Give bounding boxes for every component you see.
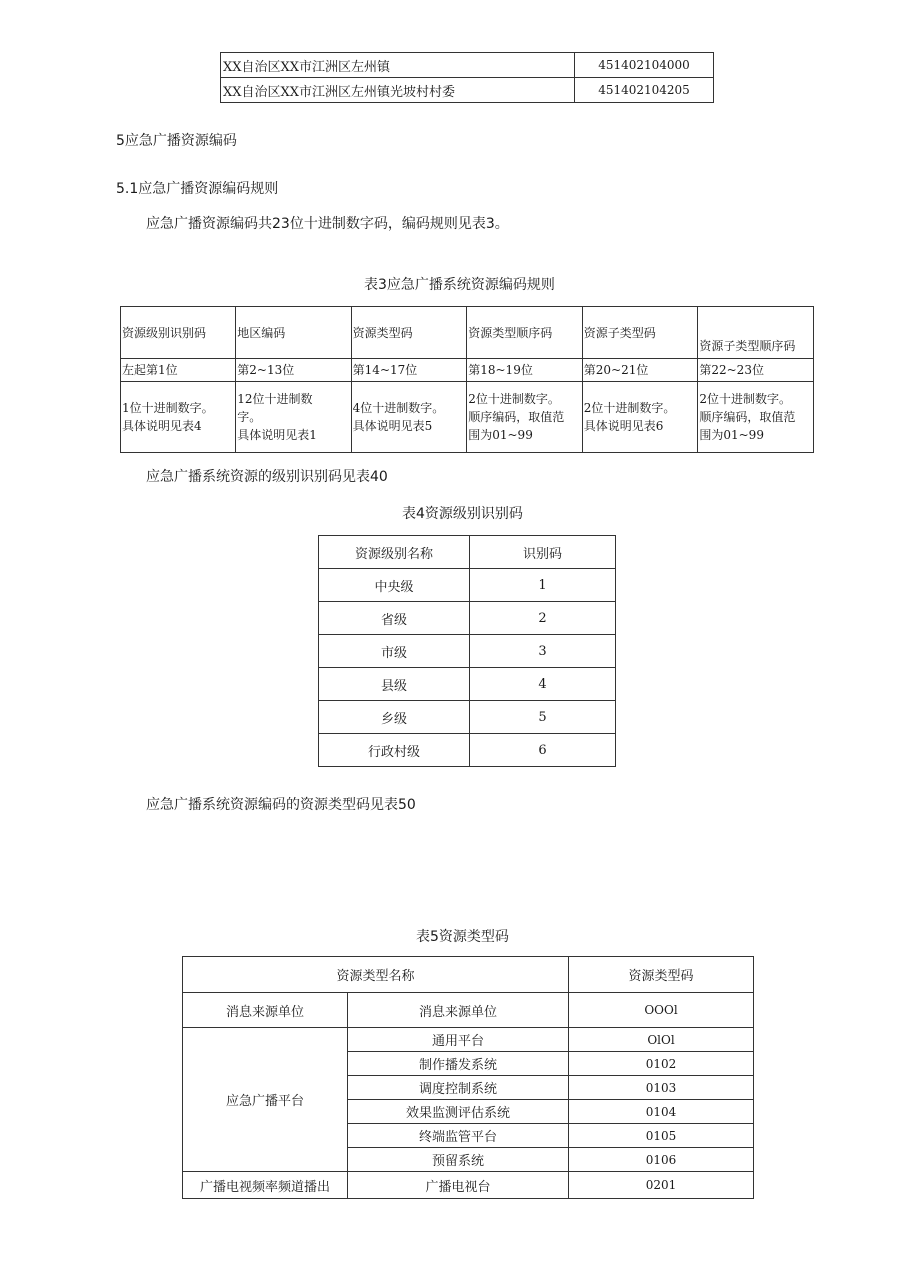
description-line: 具体说明见表1 — [237, 428, 317, 442]
description-line: 1位十进制数字。 — [122, 401, 214, 415]
table-row — [319, 701, 616, 734]
description-cell — [121, 382, 236, 453]
type-code: 0105 — [569, 1124, 754, 1148]
type-code: 0201 — [569, 1172, 754, 1199]
table-row — [319, 668, 616, 701]
description-line: 具体说明见表4 — [122, 419, 202, 433]
level-name: 乡级 — [319, 701, 470, 734]
type-code: 0104 — [569, 1100, 754, 1124]
position-cell: 左起第1位 — [121, 359, 236, 382]
column-header: 资源级别识别码 — [121, 307, 236, 359]
type-category: 消息来源单位 — [183, 993, 348, 1028]
column-header: 资源类型名称 — [183, 957, 569, 993]
table-header-row — [121, 307, 814, 359]
table-row — [221, 53, 714, 78]
level-name: 行政村级 — [319, 734, 470, 767]
level-code: 2 — [470, 602, 616, 635]
level-name: 省级 — [319, 602, 470, 635]
type-subcategory: 效果监测评估系统 — [348, 1100, 569, 1124]
description-line: 2位十进制数字。 — [699, 392, 791, 406]
table4-caption: 表4资源级别识别码 — [402, 506, 523, 522]
table-row — [319, 734, 616, 767]
table-row — [121, 359, 814, 382]
region-code-table — [220, 52, 714, 103]
table-row — [183, 993, 754, 1028]
type-code: 0102 — [569, 1052, 754, 1076]
description-line: 12位十进制数 — [237, 392, 313, 406]
level-code: 3 — [470, 635, 616, 668]
type-subcategory: 广播电视台 — [348, 1172, 569, 1199]
column-header: 资源类型顺序码 — [467, 307, 583, 359]
description-line: 2位十进制数字。 — [468, 392, 560, 406]
table5-type-codes — [182, 956, 754, 1199]
level-code: 5 — [470, 701, 616, 734]
column-header: 地区编码 — [236, 307, 351, 359]
table-row — [319, 569, 616, 602]
column-header: 资源类型码 — [351, 307, 467, 359]
type-subcategory: 通用平台 — [348, 1028, 569, 1052]
column-header: 资源子类型顺序码 — [698, 307, 814, 359]
table3-coding-rules — [120, 306, 814, 453]
description-cell — [582, 382, 698, 453]
description-cell — [351, 382, 467, 453]
position-cell: 第14~17位 — [351, 359, 467, 382]
region-name: XX自治区XX市江洲区左州镇光坡村村委 — [221, 78, 575, 103]
type-subcategory: 制作播发系统 — [348, 1052, 569, 1076]
section-heading-5-1: 5.1应急广播资源编码规则 — [116, 181, 279, 197]
level-code: 1 — [470, 569, 616, 602]
column-header: 资源子类型码 — [582, 307, 698, 359]
level-name: 中央级 — [319, 569, 470, 602]
position-cell: 第2~13位 — [236, 359, 351, 382]
description-line: 顺序编码，取值范 — [699, 410, 796, 424]
type-code: OlOl — [569, 1028, 754, 1052]
paragraph-level-code: 应急广播系统资源的级别识别码见表40 — [146, 469, 388, 485]
table5-caption: 表5资源类型码 — [416, 929, 509, 945]
level-code: 6 — [470, 734, 616, 767]
column-header: 识别码 — [470, 536, 616, 569]
level-name: 县级 — [319, 668, 470, 701]
description-line: 具体说明见表5 — [352, 419, 433, 433]
description-line: 围为01~99 — [699, 428, 764, 442]
table-row — [121, 382, 814, 453]
description-cell — [698, 382, 814, 453]
position-cell: 第22~23位 — [698, 359, 814, 382]
type-category: 广播电视频率频道播出 — [183, 1172, 348, 1199]
region-name: XX自治区XX市江洲区左州镇 — [221, 53, 575, 78]
position-cell: 第18~19位 — [467, 359, 583, 382]
type-subcategory: 终端监管平台 — [348, 1124, 569, 1148]
table-row — [319, 635, 616, 668]
column-header: 资源类型码 — [569, 957, 754, 993]
table-header-row — [319, 536, 616, 569]
region-code: 451402104000 — [575, 53, 714, 78]
position-cell: 第20~21位 — [582, 359, 698, 382]
type-code: OOOl — [569, 993, 754, 1028]
region-code: 451402104205 — [575, 78, 714, 103]
section-heading-5: 5应急广播资源编码 — [116, 133, 237, 149]
table4-level-codes — [318, 535, 616, 767]
level-name: 市级 — [319, 635, 470, 668]
description-line: 围为01~99 — [468, 428, 533, 442]
type-code: 0106 — [569, 1148, 754, 1172]
description-line: 4位十进制数字。 — [352, 401, 445, 415]
description-line: 字。 — [237, 410, 262, 424]
column-header: 资源级别名称 — [319, 536, 470, 569]
description-cell — [236, 382, 351, 453]
description-line: 顺序编码，取值范 — [468, 410, 565, 424]
table3-caption: 表3应急广播系统资源编码规则 — [364, 277, 555, 293]
level-code: 4 — [470, 668, 616, 701]
type-code: 0103 — [569, 1076, 754, 1100]
paragraph-type-code: 应急广播系统资源编码的资源类型码见表50 — [146, 797, 416, 813]
table-row — [319, 602, 616, 635]
description-line: 具体说明见表6 — [583, 419, 664, 433]
type-subcategory: 预留系统 — [348, 1148, 569, 1172]
table-header-row — [183, 957, 754, 993]
table-row — [221, 78, 714, 103]
type-category: 应急广播平台 — [183, 1028, 348, 1172]
paragraph-coding-rule: 应急广播资源编码共23位十进制数字码，编码规则见表3。 — [146, 216, 509, 232]
table-row — [183, 1028, 754, 1052]
type-subcategory: 消息来源单位 — [348, 993, 569, 1028]
description-cell — [467, 382, 583, 453]
type-subcategory: 调度控制系统 — [348, 1076, 569, 1100]
table-row — [183, 1172, 754, 1199]
description-line: 2位十进制数字。 — [583, 401, 676, 415]
